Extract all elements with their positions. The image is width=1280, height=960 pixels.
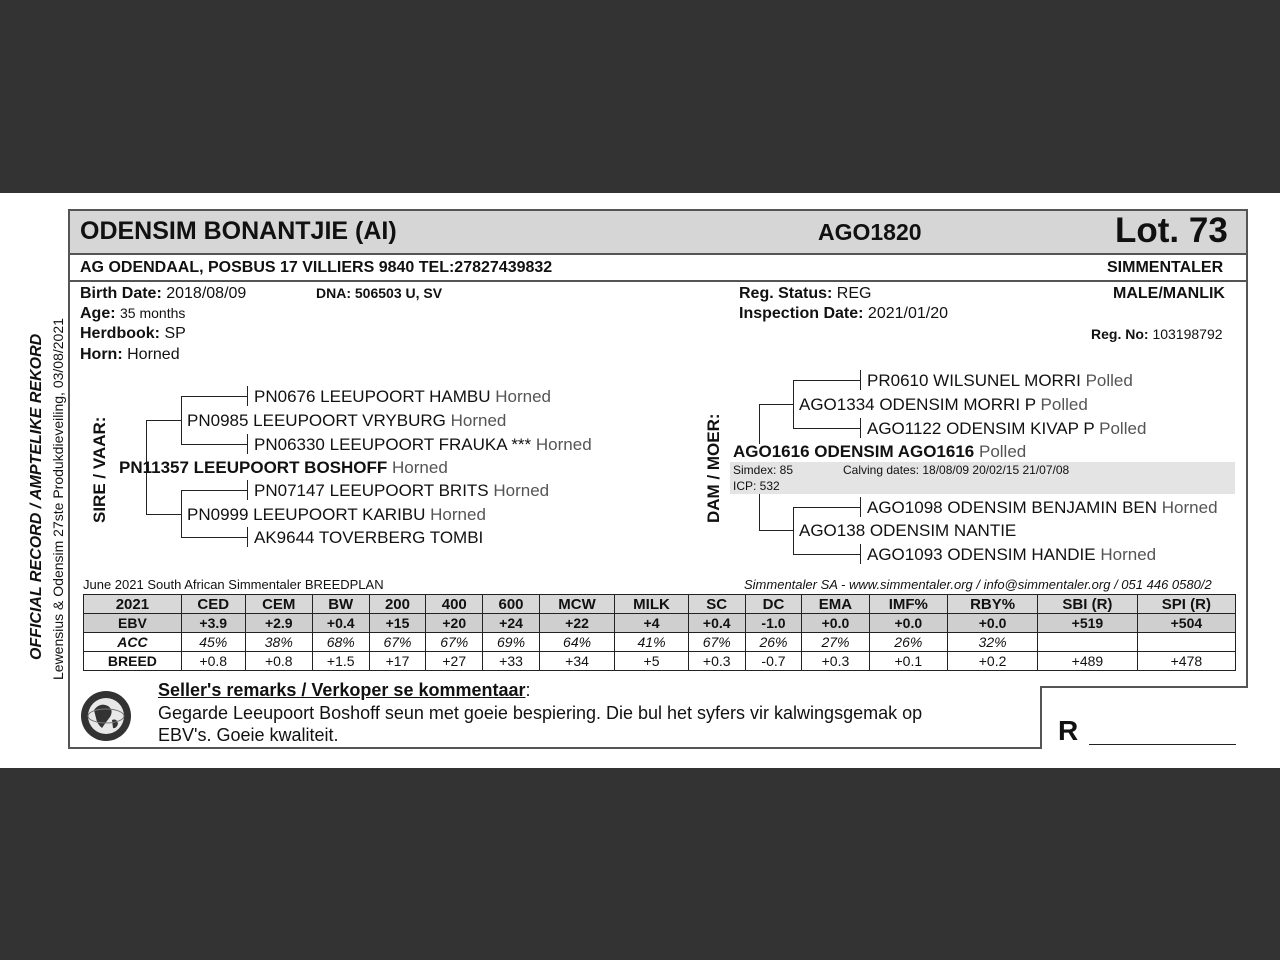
breed-name: SIMMENTALER	[1107, 259, 1224, 276]
animal-name: ODENSIM BONANTJIE (AI)	[80, 217, 397, 245]
dam-main	[733, 442, 1026, 462]
ebv-cell: +0.0	[802, 614, 869, 633]
ebv-cell: RBY%	[948, 595, 1038, 614]
ebv-cell: +4	[615, 614, 689, 633]
ebv-row	[84, 614, 1236, 633]
ebv-cell: -0.7	[745, 652, 802, 671]
herdbook	[80, 325, 186, 343]
pedigree-horn: Polled	[1040, 395, 1088, 414]
pedigree-name: PN0676 LEEUPOORT HAMBU	[254, 387, 491, 406]
ebv-cell: SBI (R)	[1038, 595, 1138, 614]
herdbook-label: Herdbook:	[80, 325, 160, 342]
pedigree-horn: Horned	[1100, 545, 1157, 564]
ebv-cell: +22	[539, 614, 614, 633]
pedigree-name: PN0999 LEEUPOORT KARIBU	[187, 505, 426, 524]
pedigree-horn: Horned	[535, 435, 592, 454]
ebv-cell: IMF%	[869, 595, 948, 614]
pedigree-name: PN11357 LEEUPOORT BOSHOFF	[119, 458, 388, 477]
lot-number: Lot. 73	[1115, 211, 1228, 250]
dna-info: DNA: 506503 U, SV	[316, 285, 443, 301]
breeder-info: AG ODENDAAL, POSBUS 17 VILLIERS 9840 TEL:27827439832	[80, 259, 553, 276]
pedigree-name: PR0610 WILSUNEL MORRI	[867, 371, 1081, 390]
ebv-cell: 27%	[802, 633, 869, 652]
ebv-cell: CED	[181, 595, 245, 614]
ebv-cell: +519	[1038, 614, 1138, 633]
remarks-colon: :	[525, 680, 531, 700]
ebv-cell: +20	[426, 614, 483, 633]
ebv-cell: +0.3	[802, 652, 869, 671]
sire-dam-sire	[254, 481, 549, 501]
horn	[80, 346, 180, 364]
ebv-cell: 26%	[869, 633, 948, 652]
ebv-cell: BW	[312, 595, 369, 614]
icp: ICP: 532	[733, 479, 780, 493]
ebv-cell: +27	[426, 652, 483, 671]
pedigree-name: PN0985 LEEUPOORT VRYBURG	[187, 411, 446, 430]
inspection-value: 2021/01/20	[867, 305, 948, 322]
ebv-cell: SPI (R)	[1137, 595, 1235, 614]
ebv-cell: +0.2	[948, 652, 1038, 671]
result-label: R	[1058, 715, 1079, 746]
ebv-cell: 200	[369, 595, 426, 614]
remarks-line-2: EBV's. Goeie kwaliteit.	[158, 725, 339, 745]
ebv-cell: 67%	[426, 633, 483, 652]
dam-dam: AGO138 ODENSIM NANTIE	[799, 521, 1017, 540]
age	[80, 305, 185, 323]
ebv-cell: 400	[426, 595, 483, 614]
pedigree-horn: Polled	[978, 442, 1027, 461]
horn-value: Horned	[127, 346, 180, 363]
globe-logo-icon	[80, 690, 132, 742]
dam-dam-dam	[867, 545, 1156, 565]
ebv-cell: MCW	[539, 595, 614, 614]
sire-main	[119, 458, 448, 478]
ebv-cell: EBV	[84, 614, 182, 633]
pedigree-horn: Horned	[392, 458, 448, 477]
sire-sire-dam	[254, 435, 592, 455]
ebv-cell: 64%	[539, 633, 614, 652]
ebv-cell: +0.0	[948, 614, 1038, 633]
ebv-cell: +3.9	[181, 614, 245, 633]
pedigree-horn: Horned	[430, 505, 486, 524]
pedigree-name: AGO1616 ODENSIM AGO1616	[733, 442, 975, 461]
birth-date	[80, 285, 246, 303]
ebv-cell: 41%	[615, 633, 689, 652]
ebv-cell: +34	[539, 652, 614, 671]
remarks-heading	[158, 680, 531, 701]
reg-number	[1091, 326, 1223, 342]
ebv-cell: 2021	[84, 595, 182, 614]
dam-sire-sire	[867, 371, 1133, 391]
pedigree-horn: Polled	[1099, 419, 1147, 438]
ebv-cell: +1.5	[312, 652, 369, 671]
ebv-cell: +0.0	[869, 614, 948, 633]
pedigree-name: AGO1122 ODENSIM KIVAP P	[867, 419, 1095, 438]
breed-row	[84, 652, 1236, 671]
ebv-cell: SC	[688, 595, 745, 614]
breedplan-title: June 2021 South African Simmentaler BREEDPLAN	[83, 577, 384, 592]
ebv-cell: +15	[369, 614, 426, 633]
pedigree-horn: Horned	[493, 481, 550, 500]
ebv-cell	[1137, 633, 1235, 652]
pedigree-name: AGO1098 ODENSIM BENJAMIN BEN	[867, 498, 1158, 517]
ebv-cell: 45%	[181, 633, 245, 652]
result-line	[1089, 744, 1236, 745]
ebv-cell: 67%	[369, 633, 426, 652]
pedigree-name: PN07147 LEEUPOORT BRITS	[254, 481, 489, 500]
reg-status-value: REG	[836, 285, 872, 302]
birth-value: 2018/08/09	[166, 285, 247, 302]
ebv-cell: DC	[745, 595, 802, 614]
official-record-label: OFFICIAL RECORD / AMPTELIKE REKORD	[28, 333, 45, 660]
ebv-cell: ACC	[84, 633, 182, 652]
ebv-cell: +33	[483, 652, 540, 671]
remarks-line-1: Gegarde Leeupoort Boshoff seun met goeie bespiering. Die bul het syfers vir kalwingsgemak op	[158, 703, 923, 723]
sire-sire	[187, 411, 506, 431]
sire-dam-dam: AK9644 TOVERBERG TOMBI	[254, 528, 484, 547]
pedigree-name: PN06330 LEEUPOORT FRAUKA ***	[254, 435, 532, 454]
ebv-cell: +0.4	[688, 614, 745, 633]
sex: MALE/MANLIK	[1113, 285, 1225, 302]
pedigree-horn: Horned	[495, 387, 552, 406]
ebv-cell: 69%	[483, 633, 540, 652]
ebv-cell: 68%	[312, 633, 369, 652]
pedigree-horn: Horned	[1161, 498, 1218, 517]
pedigree-horn: Polled	[1085, 371, 1133, 390]
ebv-cell: +478	[1137, 652, 1235, 671]
ebv-cell: +17	[369, 652, 426, 671]
breedplan-contact: Simmentaler SA - www.simmentaler.org / info@simmentaler.org / 051 446 0580/2	[744, 577, 1212, 592]
ebv-cell: +0.3	[688, 652, 745, 671]
ebv-cell: +504	[1137, 614, 1235, 633]
ebv-cell: +24	[483, 614, 540, 633]
ebv-cell: +0.4	[312, 614, 369, 633]
reg-status-label: Reg. Status:	[739, 285, 833, 302]
sire-sire-sire	[254, 387, 551, 407]
ebv-cell	[1038, 633, 1138, 652]
pedigree-name: AGO1334 ODENSIM MORRI P	[799, 395, 1036, 414]
pedigree-horn: Horned	[450, 411, 507, 430]
age-label: Age:	[80, 305, 116, 322]
sale-label: Lewensius & Odensim 27ste Produkdieveiling, 03/08/2021	[50, 318, 66, 680]
simdex: Simdex: 85	[733, 463, 794, 477]
ebv-cell: +0.8	[181, 652, 245, 671]
ebv-cell: 67%	[688, 633, 745, 652]
remarks-title: Seller's remarks / Verkoper se kommentaar	[158, 680, 526, 700]
inspection-label: Inspection Date:	[739, 305, 864, 322]
sire-dam	[187, 505, 486, 525]
ebv-cell: +2.9	[245, 614, 312, 633]
ebv-cell: MILK	[615, 595, 689, 614]
calving-dates: Calving dates: 18/08/09 20/02/15 21/07/08	[843, 463, 1070, 477]
ebv-table	[83, 594, 1236, 671]
ebv-cell: 38%	[245, 633, 312, 652]
sire-label: SIRE / VAAR:	[90, 416, 109, 523]
ebv-cell: +0.1	[869, 652, 948, 671]
animal-id: AGO1820	[818, 219, 922, 245]
ebv-cell: +5	[615, 652, 689, 671]
ebv-cell: 32%	[948, 633, 1038, 652]
dam-label: DAM / MOER:	[704, 413, 723, 523]
age-value: 35 months	[120, 305, 186, 321]
ebv-cell: EMA	[802, 595, 869, 614]
pedigree-name: AGO1093 ODENSIM HANDIE	[867, 545, 1096, 564]
dam-sire	[799, 395, 1088, 415]
herdbook-value: SP	[164, 325, 186, 342]
ebv-cell: +0.8	[245, 652, 312, 671]
ebv-cell: +489	[1038, 652, 1138, 671]
dam-sire-dam	[867, 419, 1146, 439]
ebv-cell: 26%	[745, 633, 802, 652]
horn-label: Horn:	[80, 346, 123, 363]
acc-row	[84, 633, 1236, 652]
ebv-cell: CEM	[245, 595, 312, 614]
reg-no-label: Reg. No:	[1091, 326, 1149, 342]
ebv-cell: 600	[483, 595, 540, 614]
inspection-date	[739, 305, 948, 323]
dam-dam-sire	[867, 498, 1218, 518]
ebv-cell: BREED	[84, 652, 182, 671]
reg-no-value: 103198792	[1152, 326, 1223, 342]
header-row	[84, 595, 1236, 614]
birth-label: Birth Date:	[80, 285, 162, 302]
reg-status	[739, 285, 871, 303]
ebv-cell: -1.0	[745, 614, 802, 633]
